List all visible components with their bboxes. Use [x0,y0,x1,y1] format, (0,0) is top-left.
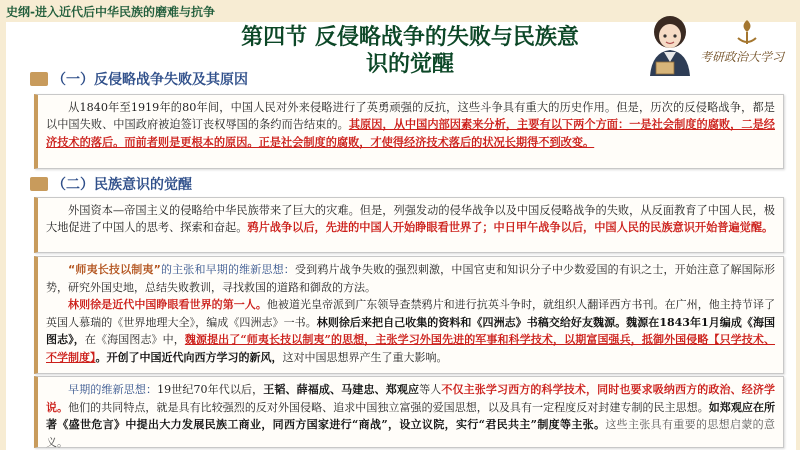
content-card-awakening [34,197,784,253]
page-title [210,24,610,78]
awakening-emphasis: 鸦片战争以后，先进的中国人开始睁眼看世界了；中日甲午战争以后，中国人民的民族意识开始普遍觉醒。 [247,220,774,235]
reform-era-text: 19世纪70年代以后， [157,383,264,396]
heading-marker [30,72,48,86]
haiguo-text: 在《海国图志》中， [84,333,185,347]
content-card-shiyi [34,256,784,374]
reform-tag: 早期的维新思想： [68,383,158,396]
zhengguanying-bold: 如郑观应在所著《盛世危言》中提出大力发展民族工商业，同西方国家进行“商战”，设立议院，实行“君民共主”制度等主张。 [46,400,775,432]
page-title-line1: 第四节 反侵略战争的失败与民族意 [241,25,579,50]
section-heading-1-label: （一）反侵略战争失败及其原因 [52,72,248,88]
page-title-line2: 识的觉醒 [365,52,454,77]
reform-connector: 等人 [419,383,442,396]
impact-text: 这对中国思想界产生了重大影响。 [282,350,448,364]
brand-logo-text: 考研政治大学习 [700,50,785,64]
section-heading-2 [30,173,192,195]
reformers-names: 王韬、薛福成、马建忠、郑观应 [263,383,420,396]
paragraph-awakening [46,202,775,237]
heading-marker [30,177,48,191]
linzexu-text: 他被道光皇帝派到广东领导查禁鸦片和进行抗英斗争时，就组织人翻译西方书刊。在广州，他主持节译了英国人慕瑞的《世界地理大全》，编成《四洲志》一书。 [46,298,775,329]
linzexu-emphasis: 林则徐是近代中国睁眼看世界的第一人。 [68,298,267,312]
shiyi-tag-rest: 的主张和早期的维新思想： [160,263,295,276]
causes-text: 从1840年至1919年的80年间，中国人民对外来侵略进行了英勇顽强的反抗，这些斗争具有重大的历史作用。但是，历次的反侵略战争，都是以中国失败、中国政府被迫签订丧权辱国的条约而告结束的。 [46,101,775,132]
awakening-text: 外国资本—帝国主义的侵略给中华民族带来了巨大的灾难。但是，列强发动的侵华战争以及中国反侵略战争的失败，从反面教育了中国人民，极大地促进了中国人的思考、探索和奋起。 [46,204,775,235]
new-trend-bold: 。开创了中国近代向西方学习的新风， [95,350,283,364]
paragraph-shiyi-intro [46,261,775,296]
avatar-icon [642,12,698,76]
breadcrumb: 史纲-进入近代后中华民族的磨难与抗争 [6,5,215,19]
reform-traits: 他们的共同特点，就是具有比较强烈的反对外国侵略、追求中国独立富强的爱国思想，以及具有一定程度反对封建专制的民主思想。 [68,400,709,414]
weiyuan-bold: 林则徐后来把自己收集的资料和《四洲志》书稿交给好友魏源。魏源在1843年1月编成《海国图志》， [46,315,775,347]
section-heading-1 [30,68,248,90]
content-card-reform [34,376,784,448]
shiyi-thesis: 魏源提出了“师夷长技以制夷”的思想，主张学习外国先进的军事和科学技术，以期富国强兵，抵御外国侵略【只学技术、不学制度】 [46,333,776,364]
section-heading-2-label: （二）民族意识的觉醒 [52,177,192,193]
causes-emphasis: 其原因，从中国内部因素来分析，主要有以下两个方面：一是社会制度的腐败，二是经济技术的落后。而前者则是更根本的原因。正是社会制度的腐败，才使得经济技术落后的状况长期得不到改变。 [46,117,775,149]
reform-significance: 这些主张具有重要的思想启蒙的意义。 [46,418,775,449]
school-emblem-icon [730,16,764,48]
brand-logo [632,8,792,78]
shiyi-tag: “师夷长技以制夷” [68,263,161,276]
left-decor-rule [0,22,6,450]
paragraph-reform [46,381,775,450]
shiyi-intro-text: 受到鸦片战争失败的强烈刺激，中国官吏和知识分子中少数爱国的有识之士，开始注意了解国际形势，研究外国史地，总结失败教训，寻找救国的道路和御敌的方法。 [46,263,776,294]
right-decor-rule [796,22,800,450]
content-card-causes [34,94,784,169]
paragraph-linzexu [46,296,775,366]
reform-emphasis: 不仅主张学习西方的科学技术，同时也要求吸纳西方的政治、经济学说。 [46,383,776,414]
paragraph-causes [46,99,775,151]
